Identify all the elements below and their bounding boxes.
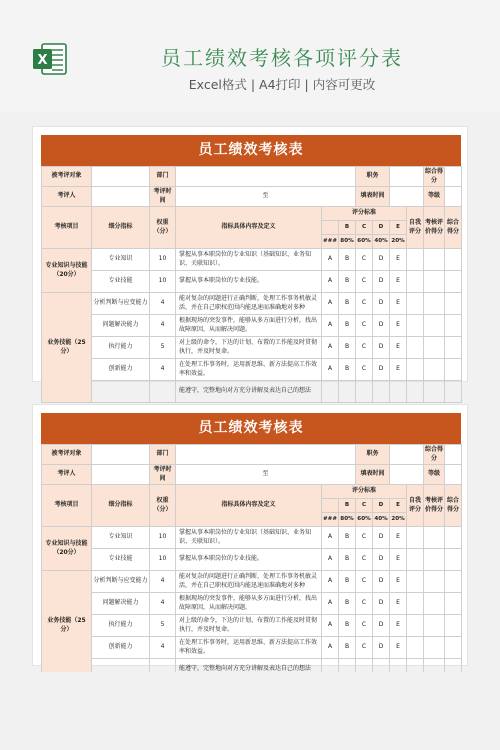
reviewer-field[interactable] bbox=[92, 465, 150, 485]
weight-cell: 10 bbox=[150, 549, 176, 571]
indicator-cell: 专业技能 bbox=[92, 549, 150, 571]
table-row bbox=[42, 359, 462, 381]
weight-cell: 4 bbox=[150, 293, 176, 315]
grade-a-header bbox=[322, 221, 339, 235]
position-field[interactable] bbox=[390, 445, 424, 465]
grade-header: D bbox=[373, 221, 390, 235]
col-content-header: 指标具体内容及定义 bbox=[176, 207, 322, 249]
weight-cell: 4 bbox=[150, 359, 176, 381]
indicator-cell: 分析判断与应变能力 bbox=[92, 293, 150, 315]
col-self-header: 自我评分 bbox=[407, 207, 424, 249]
grade-pct: 80% bbox=[339, 513, 356, 527]
weight-cell: 4 bbox=[150, 593, 176, 615]
grade-field[interactable] bbox=[445, 187, 462, 207]
score-option[interactable]: C bbox=[356, 337, 373, 359]
score-option[interactable]: C bbox=[356, 249, 373, 271]
content-cell: 能对复杂的问题进行正确判断，处理工作事务机敏灵活，并在自己职权范围内能迅速而准确地对多种 bbox=[176, 571, 322, 593]
reviewer-field[interactable] bbox=[92, 187, 150, 207]
content-cell: 在处理工作事务时，运用新思维、新方法提高工作效率和效益。 bbox=[176, 637, 322, 659]
self-score-field[interactable] bbox=[407, 315, 424, 337]
employee-label: 被考评对象 bbox=[42, 167, 92, 187]
total-score-cell[interactable] bbox=[445, 271, 462, 293]
score-option[interactable]: E bbox=[390, 527, 407, 549]
table-row bbox=[42, 527, 462, 549]
dept-field[interactable] bbox=[176, 445, 356, 465]
table-row bbox=[42, 315, 462, 337]
total-score-cell[interactable] bbox=[445, 571, 462, 593]
grade-pct: ### bbox=[322, 513, 339, 527]
score-option[interactable]: A bbox=[322, 637, 339, 659]
score-option[interactable]: C bbox=[356, 637, 373, 659]
category-cell: 专业知识与技能（20分） bbox=[42, 249, 92, 293]
score-option[interactable]: B bbox=[339, 615, 356, 637]
col-reviewer-header: 考核评价得分 bbox=[424, 207, 445, 249]
appraisal-table bbox=[41, 166, 462, 403]
position-label: 职务 bbox=[356, 167, 390, 187]
col-item-header: 考核项目 bbox=[42, 207, 92, 249]
sheet-preview-2 bbox=[32, 404, 468, 673]
score-option[interactable]: B bbox=[339, 571, 356, 593]
employee-label: 被考评对象 bbox=[42, 445, 92, 465]
content-cell: 对上级的命令，下达的计划、布置的工作能及时贯彻执行，并及时复命。 bbox=[176, 337, 322, 359]
table-row bbox=[42, 571, 462, 593]
col-standard-header: 评分标准 bbox=[322, 207, 407, 221]
excel-icon bbox=[32, 42, 68, 76]
page-footer-area bbox=[0, 672, 500, 750]
reviewer-score-field[interactable] bbox=[424, 637, 445, 659]
grade-header: B bbox=[339, 499, 356, 513]
total-score-cell[interactable] bbox=[445, 315, 462, 337]
page-title: 员工绩效考核各项评分表 bbox=[161, 46, 403, 70]
score-option[interactable]: E bbox=[390, 249, 407, 271]
col-indicator-header: 细分指标 bbox=[92, 207, 150, 249]
reviewer-score-field[interactable] bbox=[424, 271, 445, 293]
grade-label: 等级 bbox=[424, 465, 445, 485]
score-option[interactable]: A bbox=[322, 249, 339, 271]
page-header bbox=[0, 0, 500, 112]
total-score-cell[interactable] bbox=[445, 293, 462, 315]
score-option[interactable]: A bbox=[322, 615, 339, 637]
score-option[interactable]: E bbox=[390, 593, 407, 615]
sheet-banner: 员工绩效考核表 bbox=[41, 413, 461, 444]
content-cell: 掌握从事本职岗位的专业知识（基础知识、业务知识、关联知识）。 bbox=[176, 249, 322, 271]
score-option[interactable]: D bbox=[373, 615, 390, 637]
content-cell: 根据现场的突发事件，能够从多方面进行分析，找出故障原因，从而解决问题。 bbox=[176, 593, 322, 615]
indicator-cell: 问题解决能力 bbox=[92, 315, 150, 337]
grade-pct: 40% bbox=[373, 235, 390, 249]
indicator-cell: 创新能力 bbox=[92, 359, 150, 381]
score-option[interactable]: A bbox=[322, 527, 339, 549]
score-option[interactable]: A bbox=[322, 315, 339, 337]
self-score-field[interactable] bbox=[407, 549, 424, 571]
score-option[interactable]: D bbox=[373, 637, 390, 659]
weight-cell: 5 bbox=[150, 337, 176, 359]
content-cell: 掌握从事本职岗位的专业技能。 bbox=[176, 271, 322, 293]
score-option[interactable]: B bbox=[339, 293, 356, 315]
col-self-header: 自我评分 bbox=[407, 485, 424, 527]
score-option[interactable]: C bbox=[356, 271, 373, 293]
table-row bbox=[42, 381, 462, 403]
score-option[interactable]: A bbox=[322, 293, 339, 315]
fill-time-field[interactable] bbox=[390, 465, 424, 485]
sheet-banner: 员工绩效考核表 bbox=[41, 135, 461, 166]
grade-pct: 20% bbox=[390, 235, 407, 249]
score-option[interactable]: B bbox=[339, 549, 356, 571]
col-total-header: 综合得分 bbox=[445, 485, 462, 527]
col-standard-header: 评分标准 bbox=[322, 485, 407, 499]
grade-header: E bbox=[390, 221, 407, 235]
total-score-cell[interactable] bbox=[445, 527, 462, 549]
sheet-content bbox=[41, 135, 461, 403]
total-score-field[interactable] bbox=[445, 167, 462, 187]
score-option[interactable]: A bbox=[322, 593, 339, 615]
content-cell: 能遵守，完整地向对方充分讲解及表达自己的想法 bbox=[176, 659, 322, 681]
appraisal-table bbox=[41, 444, 462, 681]
review-time-range[interactable]: 至 bbox=[176, 187, 356, 207]
score-option[interactable]: B bbox=[339, 637, 356, 659]
sheet-content bbox=[41, 413, 461, 681]
score-option[interactable]: E bbox=[390, 315, 407, 337]
score-option[interactable]: B bbox=[339, 593, 356, 615]
dept-label: 部门 bbox=[150, 445, 176, 465]
self-score-field[interactable] bbox=[407, 271, 424, 293]
indicator-cell: 问题解决能力 bbox=[92, 593, 150, 615]
content-cell: 能对复杂的问题进行正确判断，处理工作事务机敏灵活，并在自己职权范围内能迅速而准确地对多种 bbox=[176, 293, 322, 315]
score-option[interactable]: A bbox=[322, 359, 339, 381]
total-score-cell[interactable] bbox=[445, 381, 462, 403]
score-option[interactable]: C bbox=[356, 293, 373, 315]
weight-cell: 10 bbox=[150, 527, 176, 549]
grade-field[interactable] bbox=[445, 465, 462, 485]
category-cell: 专业知识与技能（20分） bbox=[42, 527, 92, 571]
content-cell: 在处理工作事务时，运用新思维、新方法提高工作效率和效益。 bbox=[176, 359, 322, 381]
table-row bbox=[42, 293, 462, 315]
grade-pct: 40% bbox=[373, 513, 390, 527]
weight-cell: 10 bbox=[150, 249, 176, 271]
review-time-label: 考评时间 bbox=[150, 465, 176, 485]
reviewer-score-field[interactable] bbox=[424, 527, 445, 549]
score-option[interactable]: D bbox=[373, 249, 390, 271]
score-option[interactable]: E bbox=[390, 571, 407, 593]
content-cell: 掌握从事本职岗位的专业技能。 bbox=[176, 549, 322, 571]
col-item-header: 考核项目 bbox=[42, 485, 92, 527]
fill-time-label: 填表时间 bbox=[356, 465, 390, 485]
score-option[interactable]: C bbox=[356, 527, 373, 549]
score-option[interactable]: A bbox=[322, 549, 339, 571]
score-option[interactable]: E bbox=[390, 359, 407, 381]
score-option[interactable]: D bbox=[373, 337, 390, 359]
total-score-cell[interactable] bbox=[445, 593, 462, 615]
score-option[interactable] bbox=[356, 381, 373, 403]
weight-cell bbox=[150, 381, 176, 403]
grade-pct: 80% bbox=[339, 235, 356, 249]
score-option[interactable]: D bbox=[373, 571, 390, 593]
table-row bbox=[42, 549, 462, 571]
reviewer-label: 考评人 bbox=[42, 465, 92, 485]
grade-header: B bbox=[339, 221, 356, 235]
score-option[interactable]: C bbox=[356, 615, 373, 637]
score-option[interactable]: C bbox=[356, 315, 373, 337]
table-row bbox=[42, 593, 462, 615]
score-option[interactable] bbox=[322, 381, 339, 403]
reviewer-score-field[interactable] bbox=[424, 381, 445, 403]
content-cell: 掌握从事本职岗位的专业知识（基础知识、业务知识、关联知识）。 bbox=[176, 527, 322, 549]
content-cell: 根据现场的突发事件，能够从多方面进行分析，找出故障原因，从而解决问题。 bbox=[176, 315, 322, 337]
page-subtitle: Excel格式 | A4打印 | 内容可更改 bbox=[188, 77, 376, 92]
review-time-label: 考评时间 bbox=[150, 187, 176, 207]
total-score-cell[interactable] bbox=[445, 549, 462, 571]
sheet-preview-1 bbox=[32, 126, 468, 395]
dept-field[interactable] bbox=[176, 167, 356, 187]
self-score-field[interactable] bbox=[407, 527, 424, 549]
category-cell: 业务技能（25分） bbox=[42, 571, 92, 681]
total-score-cell[interactable] bbox=[445, 359, 462, 381]
score-option[interactable]: A bbox=[322, 271, 339, 293]
score-option[interactable] bbox=[390, 381, 407, 403]
table-row bbox=[42, 249, 462, 271]
reviewer-score-field[interactable] bbox=[424, 615, 445, 637]
score-option[interactable]: E bbox=[390, 637, 407, 659]
score-option[interactable]: D bbox=[373, 549, 390, 571]
score-option[interactable]: C bbox=[356, 571, 373, 593]
self-score-field[interactable] bbox=[407, 593, 424, 615]
score-option[interactable]: D bbox=[373, 527, 390, 549]
weight-cell: 10 bbox=[150, 271, 176, 293]
total-score-cell[interactable] bbox=[445, 337, 462, 359]
score-option[interactable]: C bbox=[356, 359, 373, 381]
total-score-cell[interactable] bbox=[445, 249, 462, 271]
col-weight-header: 权重（分） bbox=[150, 485, 176, 527]
score-option[interactable]: E bbox=[390, 271, 407, 293]
score-option[interactable]: B bbox=[339, 271, 356, 293]
indicator-cell: 创新能力 bbox=[92, 637, 150, 659]
col-total-header: 综合得分 bbox=[445, 207, 462, 249]
grade-a-header bbox=[322, 499, 339, 513]
score-option[interactable]: D bbox=[373, 593, 390, 615]
score-option[interactable] bbox=[373, 381, 390, 403]
reviewer-label: 考评人 bbox=[42, 187, 92, 207]
review-time-range[interactable]: 至 bbox=[176, 465, 356, 485]
content-cell: 对上级的命令，下达的计划、布置的工作能及时贯彻执行，并及时复命。 bbox=[176, 615, 322, 637]
score-option[interactable]: D bbox=[373, 293, 390, 315]
col-weight-header: 权重（分） bbox=[150, 207, 176, 249]
weight-cell: 4 bbox=[150, 571, 176, 593]
employee-field[interactable] bbox=[92, 445, 150, 465]
score-option[interactable]: A bbox=[322, 337, 339, 359]
dept-label: 部门 bbox=[150, 167, 176, 187]
score-option[interactable]: B bbox=[339, 337, 356, 359]
indicator-cell: 专业技能 bbox=[92, 271, 150, 293]
weight-cell: 4 bbox=[150, 315, 176, 337]
score-option[interactable]: E bbox=[390, 337, 407, 359]
score-option[interactable]: D bbox=[373, 271, 390, 293]
score-option[interactable] bbox=[339, 381, 356, 403]
score-option[interactable]: C bbox=[356, 549, 373, 571]
position-field[interactable] bbox=[390, 167, 424, 187]
reviewer-score-field[interactable] bbox=[424, 549, 445, 571]
total-score-label: 综合得分 bbox=[424, 445, 445, 465]
grade-header: C bbox=[356, 221, 373, 235]
grade-header: D bbox=[373, 499, 390, 513]
fill-time-label: 填表时间 bbox=[356, 187, 390, 207]
grade-header: C bbox=[356, 499, 373, 513]
indicator-cell: 专业知识 bbox=[92, 527, 150, 549]
reviewer-score-field[interactable] bbox=[424, 293, 445, 315]
grade-pct: 60% bbox=[356, 513, 373, 527]
self-score-field[interactable] bbox=[407, 337, 424, 359]
reviewer-score-field[interactable] bbox=[424, 593, 445, 615]
self-score-field[interactable] bbox=[407, 381, 424, 403]
fill-time-field[interactable] bbox=[390, 187, 424, 207]
grade-pct: 60% bbox=[356, 235, 373, 249]
content-cell: 能遵守，完整地向对方充分讲解及表达自己的想法 bbox=[176, 381, 322, 403]
reviewer-score-field[interactable] bbox=[424, 337, 445, 359]
svg-text:X: X bbox=[37, 53, 48, 68]
self-score-field[interactable] bbox=[407, 249, 424, 271]
col-indicator-header: 细分指标 bbox=[92, 485, 150, 527]
weight-cell: 4 bbox=[150, 637, 176, 659]
indicator-cell: 分析判断与应变能力 bbox=[92, 571, 150, 593]
reviewer-score-field[interactable] bbox=[424, 571, 445, 593]
total-score-label: 综合得分 bbox=[424, 167, 445, 187]
col-reviewer-header: 考核评价得分 bbox=[424, 485, 445, 527]
position-label: 职务 bbox=[356, 445, 390, 465]
score-option[interactable]: D bbox=[373, 359, 390, 381]
weight-cell: 5 bbox=[150, 615, 176, 637]
score-option[interactable]: E bbox=[390, 549, 407, 571]
self-score-field[interactable] bbox=[407, 637, 424, 659]
score-option[interactable]: B bbox=[339, 315, 356, 337]
col-content-header: 指标具体内容及定义 bbox=[176, 485, 322, 527]
grade-header: E bbox=[390, 499, 407, 513]
grade-label: 等级 bbox=[424, 187, 445, 207]
table-row bbox=[42, 271, 462, 293]
category-cell: 业务技能（25分） bbox=[42, 293, 92, 403]
grade-pct: ### bbox=[322, 235, 339, 249]
employee-field[interactable] bbox=[92, 167, 150, 187]
self-score-field[interactable] bbox=[407, 359, 424, 381]
reviewer-score-field[interactable] bbox=[424, 359, 445, 381]
indicator-cell: 专业知识 bbox=[92, 249, 150, 271]
table-row bbox=[42, 337, 462, 359]
reviewer-score-field[interactable] bbox=[424, 249, 445, 271]
total-score-cell[interactable] bbox=[445, 615, 462, 637]
reviewer-score-field[interactable] bbox=[424, 315, 445, 337]
indicator-cell bbox=[92, 381, 150, 403]
self-score-field[interactable] bbox=[407, 293, 424, 315]
score-option[interactable]: A bbox=[322, 571, 339, 593]
table-row bbox=[42, 615, 462, 637]
indicator-cell: 执行能力 bbox=[92, 615, 150, 637]
score-option[interactable]: B bbox=[339, 249, 356, 271]
score-option[interactable]: B bbox=[339, 359, 356, 381]
score-option[interactable]: E bbox=[390, 615, 407, 637]
score-option[interactable]: C bbox=[356, 593, 373, 615]
score-option[interactable]: B bbox=[339, 527, 356, 549]
total-score-field[interactable] bbox=[445, 445, 462, 465]
table-row bbox=[42, 637, 462, 659]
score-option[interactable]: E bbox=[390, 293, 407, 315]
total-score-cell[interactable] bbox=[445, 637, 462, 659]
score-option[interactable]: D bbox=[373, 315, 390, 337]
self-score-field[interactable] bbox=[407, 615, 424, 637]
indicator-cell: 执行能力 bbox=[92, 337, 150, 359]
self-score-field[interactable] bbox=[407, 571, 424, 593]
grade-pct: 20% bbox=[390, 513, 407, 527]
